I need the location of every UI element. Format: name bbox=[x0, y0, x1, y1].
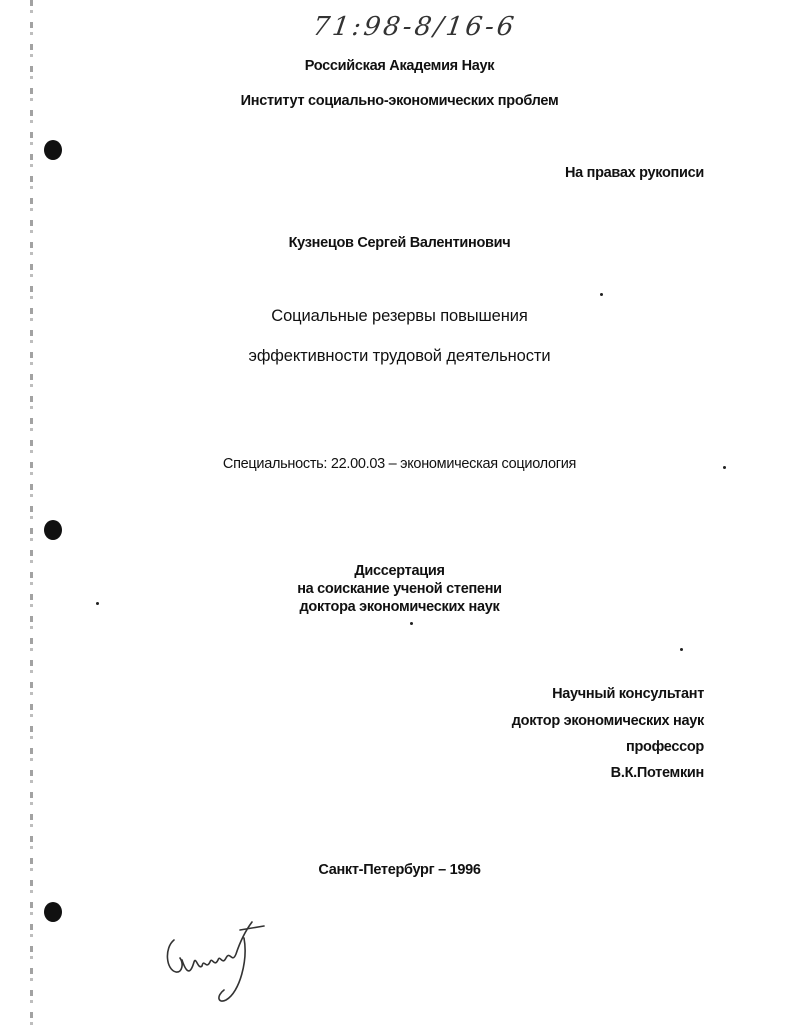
consultant-label: Научный консультант bbox=[552, 686, 704, 702]
handwritten-catalog-code: 71:98-8/16-6 bbox=[310, 12, 519, 42]
punch-hole bbox=[44, 902, 62, 922]
consultant-name: В.К.Потемкин bbox=[610, 765, 704, 781]
scan-left-edge bbox=[30, 0, 33, 1034]
degree-line-1: на соискание ученой степени bbox=[297, 581, 502, 597]
consultant-degree: доктор экономических наук bbox=[511, 713, 704, 729]
city-year: Санкт-Петербург – 1996 bbox=[318, 862, 481, 878]
title-line-1: Социальные резервы повышения bbox=[271, 307, 528, 325]
consultant-rank: профессор bbox=[626, 739, 704, 755]
scan-speck bbox=[600, 293, 603, 296]
academy-name: Российская Академия Наук bbox=[304, 58, 495, 74]
specialty: Специальность: 22.00.03 – экономическая социология bbox=[222, 456, 577, 472]
scan-speck bbox=[723, 466, 726, 469]
rights-note: На правах рукописи bbox=[564, 165, 704, 181]
title-line-2: эффективности трудовой деятельности bbox=[248, 347, 551, 365]
dissertation-label: Диссертация bbox=[354, 563, 445, 579]
scan-speck bbox=[96, 602, 99, 605]
author-name: Кузнецов Сергей Валентинович bbox=[288, 235, 511, 251]
scan-speck bbox=[680, 648, 683, 651]
punch-hole bbox=[44, 140, 62, 160]
scan-speck bbox=[410, 622, 413, 625]
punch-hole bbox=[44, 520, 62, 540]
handwritten-signature bbox=[160, 900, 280, 1010]
degree-line-2: доктора экономических наук bbox=[299, 599, 500, 615]
institute-name: Институт социально-экономических проблем bbox=[240, 93, 559, 109]
